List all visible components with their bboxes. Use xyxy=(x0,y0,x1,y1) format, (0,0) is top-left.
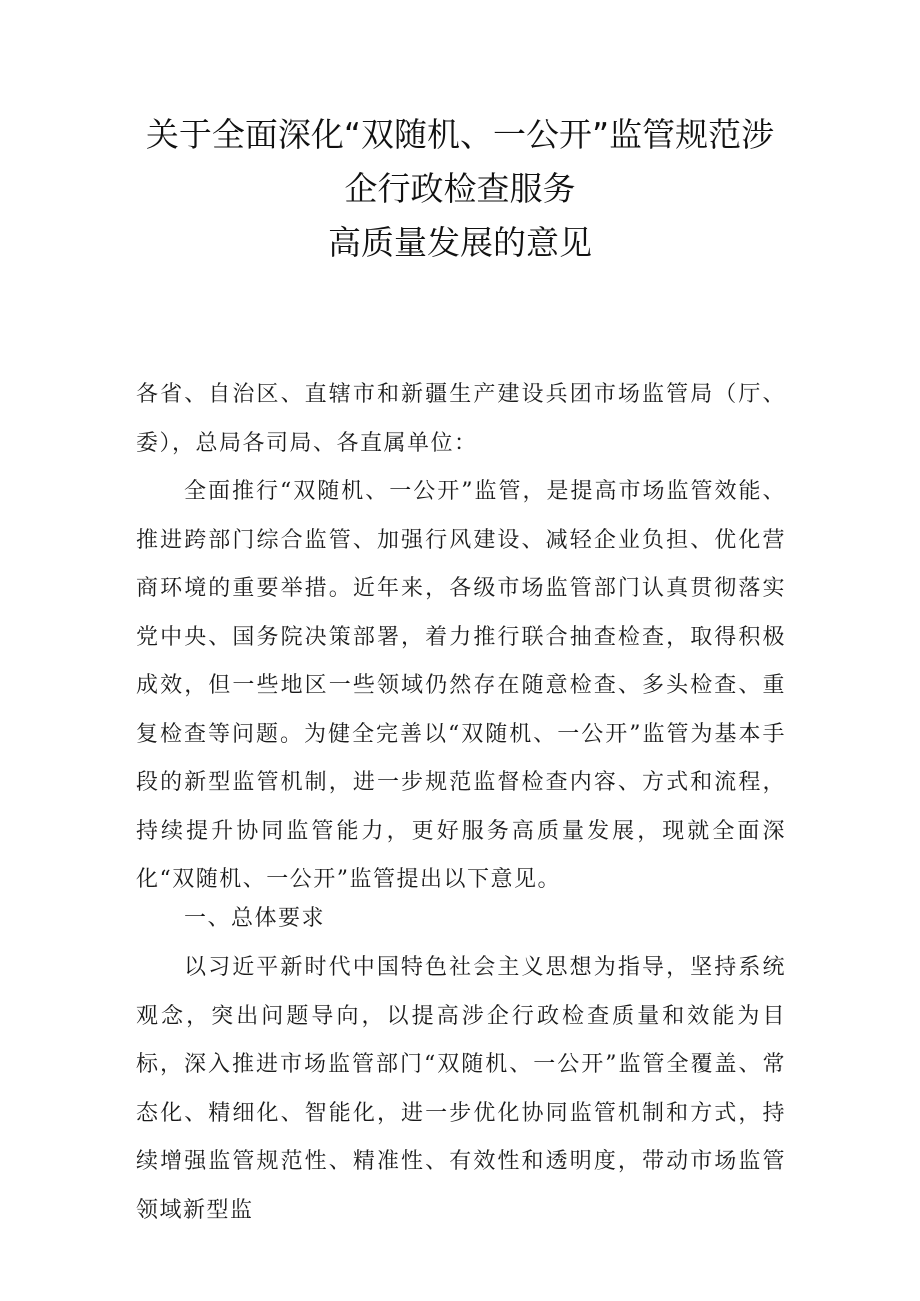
section-heading-1: 一、总体要求 xyxy=(184,906,326,931)
paragraph-2: 以习近平新时代中国特色社会主义思想为指导，坚持系统观念，突出问题导向，以提高涉企行政检查质量和效能为目标，深入推进市场监管部门“双随机、一公开”监管全覆盖、常态化、精细化、智能化，进一步优化协同监管机制和方式，持续增强监管规范性、精准性、有效性和透明度，带动市场监管领域新型监 xyxy=(136,955,786,1223)
title-line-3: 高质量发展的意见 xyxy=(328,223,592,262)
salutation: 各省、自治区、直辖市和新疆生产建设兵团市场监管局（厅、委），总局各司局、各直属单位： xyxy=(136,382,786,456)
document-title xyxy=(0,108,920,270)
paragraph-2-block xyxy=(136,944,786,1235)
paragraph-1-block xyxy=(136,468,786,905)
title-line-1: 关于全面深化“双随机、一公开”监管规范涉 xyxy=(145,115,775,154)
salutation-block xyxy=(136,371,786,468)
paragraph-1: 全面推行“双随机、一公开”监管，是提高市场监管效能、推进跨部门综合监管、加强行风建设、减轻企业负担、优化营商环境的重要举措。近年来，各级市场监管部门认真贯彻落实党中央、国务院决策部署，着力推行联合抽查检查，取得积极成效，但一些地区一些领域仍然存在随意检查、多头检查、重复检查等问题。为健全完善以“双随机、一公开”监管为基本手段的新型监管机制，进一步规范监督检查内容、方式和流程，持续提升协同监管能力，更好服务高质量发展，现就全面深化“双随机、一公开”监管提出以下意见。 xyxy=(136,479,786,892)
section-heading-block xyxy=(136,895,786,944)
title-line-2: 企行政检查服务 xyxy=(344,169,576,208)
